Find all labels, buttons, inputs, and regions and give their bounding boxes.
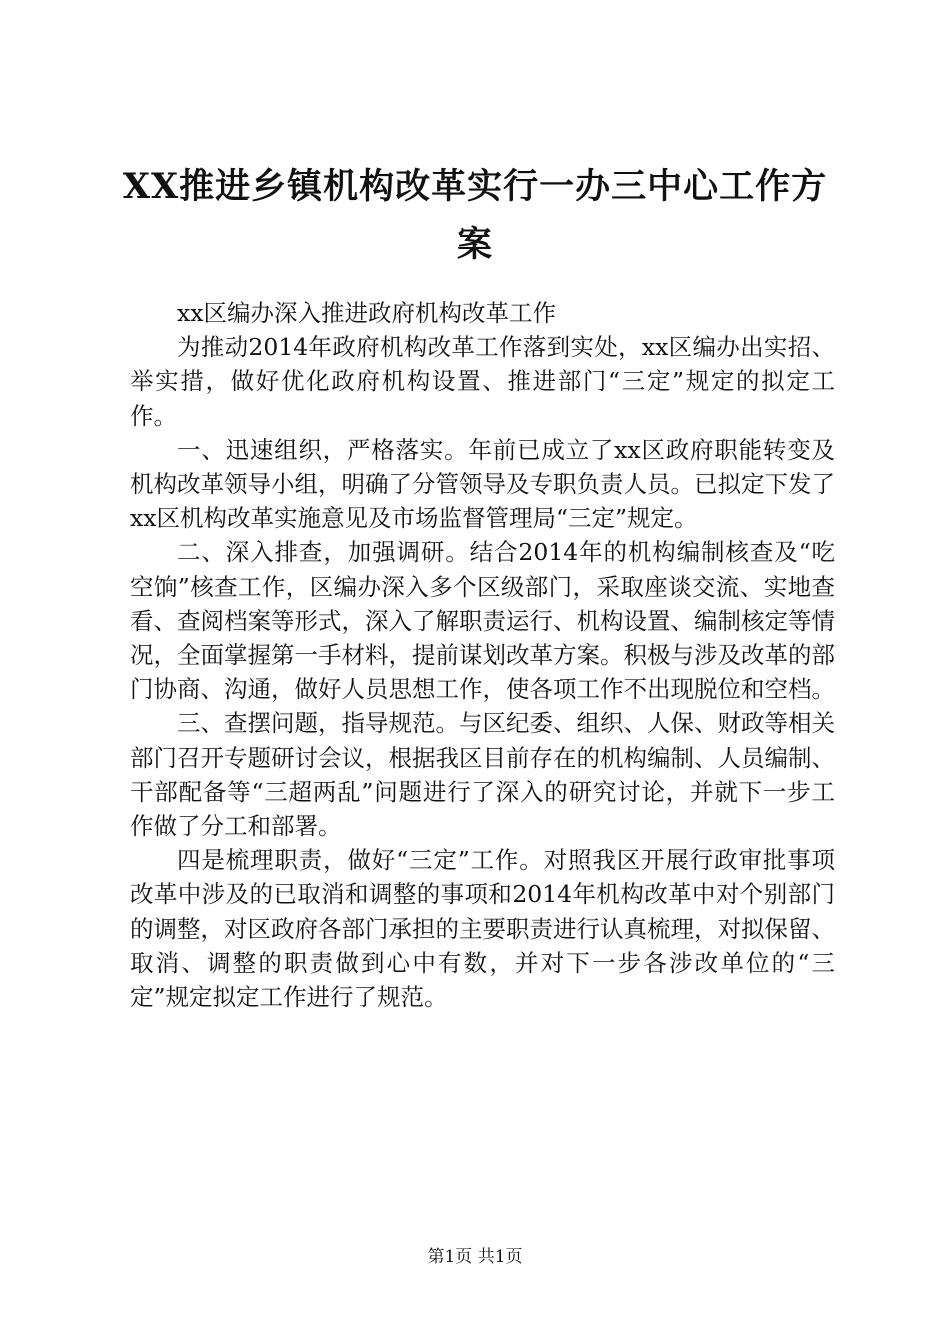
paragraph-section-4: 四是梳理职责，做好“三定”工作。对照我区开展行政审批事项改革中涉及的已取消和调整的事项和2014年机构改革中对个别部门的调整，对区政府各部门承担的主要职责进行认真梳理，对拟保留、取消、调整的职责做到心中有数，并对下一步各涉改单位的“三定”规定拟定工作进行了规范。 — [130, 846, 835, 1012]
document-title: XX推进乡镇机构改革实行一办三中心工作方案 — [122, 166, 828, 265]
paragraph-section-1: 一、迅速组织，严格落实。年前已成立了xx区政府职能转变及机构改革领导小组，明确了分管领导及专职负责人员。已拟定下发了xx区机构改革实施意见及市场监督管理局“三定”规定。 — [130, 435, 835, 533]
paragraph-subtitle: xx区编办深入推进政府机构改革工作 — [177, 299, 557, 327]
document-body — [130, 296, 835, 1014]
paragraph-section-2: 二、深入排查，加强调研。结合2014年的机构编制核查及“吃空饷”核查工作，区编办深入多个区级部门，采取座谈交流、实地查看、查阅档案等形式，深入了解职责运行、机构设置、编制核定等情况，全面掌握第一手材料，提前谋划改革方案。积极与涉及改革的部门协商、沟通，做好人员思想工作，使各项工作不出现脱位和空档。 — [130, 538, 835, 704]
paragraph-intro: 为推动2014年政府机构改革工作落到实处，xx区编办出实招、举实措，做好优化政府机构设置、推进部门“三定”规定的拟定工作。 — [130, 333, 835, 430]
paragraph-section-3: 三、查摆问题，指导规范。与区纪委、组织、人保、财政等相关部门召开专题研讨会议，根据我区目前存在的机构编制、人员编制、干部配备等“三超两乱”问题进行了深入的研究讨论，并就下一步工作做了分工和部署。 — [130, 709, 835, 841]
page-number-footer: 第1页 共1页 — [427, 1247, 523, 1267]
